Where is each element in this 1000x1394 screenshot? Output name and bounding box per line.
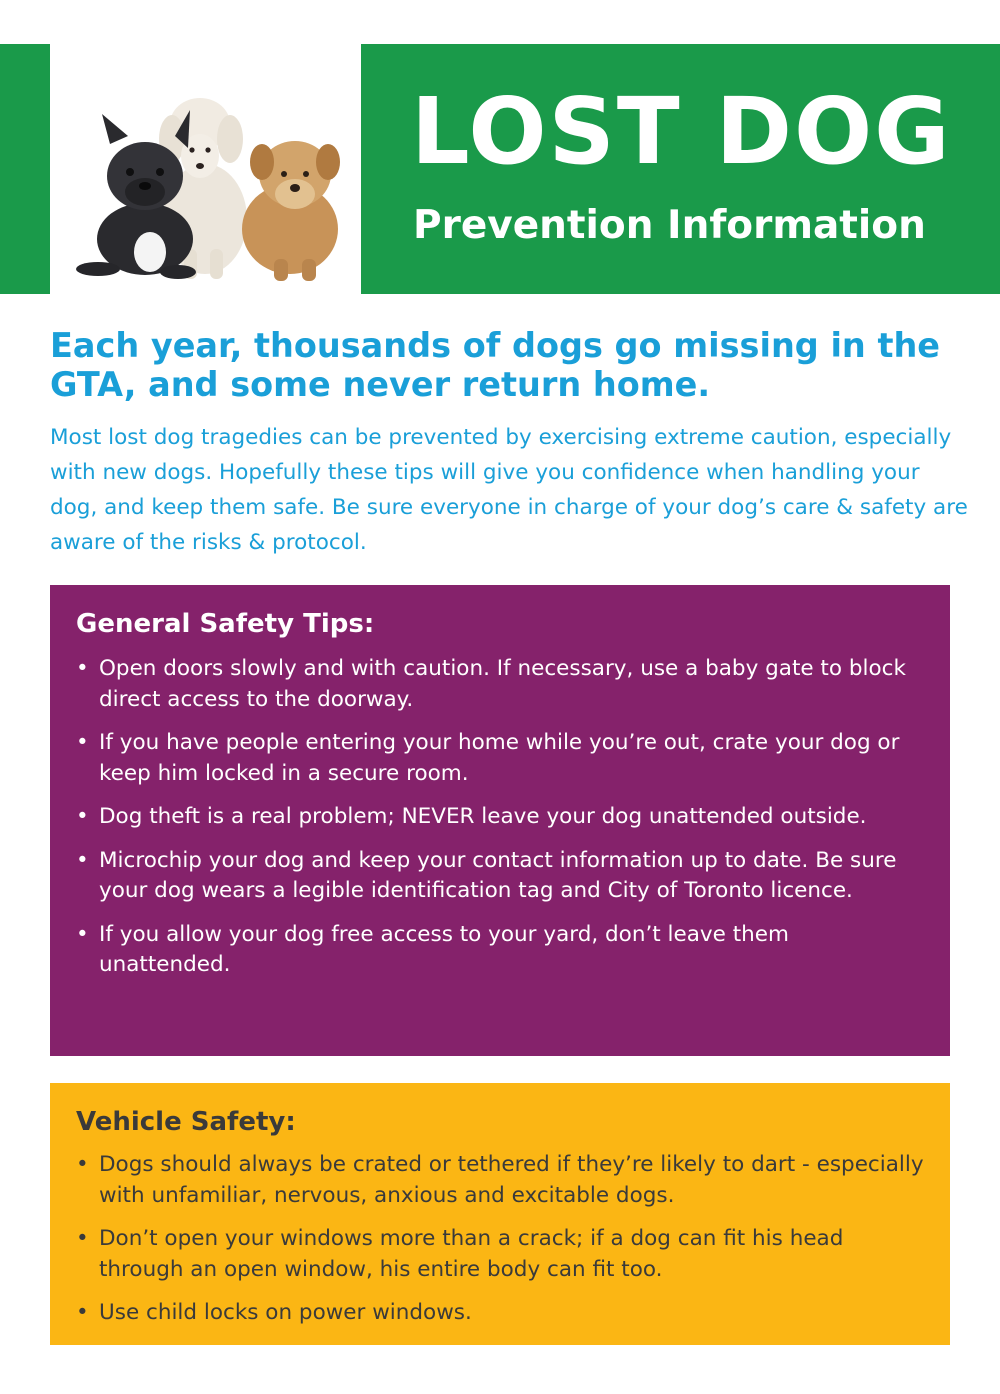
bullet-icon: •: [76, 847, 89, 873]
list-item: [76, 1298, 926, 1329]
tip-text: Open doors slowly and with caution. If necessary, use a baby gate to block direct access to the doorway.: [99, 656, 906, 712]
bullet-icon: •: [76, 804, 89, 829]
bullet-icon: •: [76, 1300, 89, 1325]
list-item: [76, 728, 926, 789]
vehicle-safety-section: [50, 1083, 950, 1345]
list-item: [76, 1150, 926, 1211]
terrier-icon: [242, 141, 340, 281]
dogs-illustration: [50, 44, 361, 294]
general-safety-heading: General Safety Tips:: [76, 609, 375, 639]
list-item: [76, 846, 926, 907]
general-safety-list: [76, 654, 926, 994]
intro-body: Most lost dog tragedies can be prevented by exercising extreme caution, especially with new dogs. Hopefully these tips will give you confidence when handling your dog, and keep them safe. Be sure everyone in charge of your dog’s care & safety are aware of the risks & protocol.: [50, 425, 968, 555]
list-item: [76, 802, 926, 833]
header-banner: [361, 44, 1000, 294]
tip-text: Use child locks on power windows.: [99, 1300, 472, 1325]
list-item: [76, 654, 926, 715]
tip-text: If you allow your dog free access to your yard, don’t leave them unattended.: [99, 921, 789, 977]
page-subtitle: Prevention Information: [413, 203, 926, 248]
vehicle-safety-list: [76, 1150, 926, 1342]
general-safety-section: [50, 585, 950, 1056]
tip-text: Microchip your dog and keep your contact information up to date. Be sure your dog wears a legible identification tag and City of Toronto licence.: [99, 847, 897, 903]
list-item: [76, 920, 926, 981]
intro-headline: Each year, thousands of dogs go missing in the GTA, and some never return home.: [50, 326, 941, 404]
bullet-icon: •: [76, 1152, 89, 1177]
page-title: LOST DOG: [411, 78, 952, 185]
header-accent-left: [0, 44, 50, 294]
tip-text: If you have people entering your home while you’re out, crate your dog or keep him locked in a secure room.: [99, 730, 900, 786]
bullet-icon: •: [76, 730, 89, 755]
dogs-photo-icon: [50, 44, 361, 294]
tip-text: Don’t open your windows more than a crack; if a dog can fit his head through an open window, his entire body can fit too.: [99, 1226, 844, 1282]
vehicle-safety-heading: Vehicle Safety:: [76, 1107, 296, 1137]
list-item: [76, 1224, 926, 1285]
bullet-icon: •: [76, 656, 89, 681]
bullet-icon: •: [76, 921, 89, 947]
tip-text: Dogs should always be crated or tethered if they’re likely to dart - especially with unfamiliar, nervous, anxious and excitable dogs.: [99, 1152, 924, 1208]
bullet-icon: •: [76, 1226, 89, 1251]
tip-text: Dog theft is a real problem; NEVER leave your dog unattended outside.: [99, 804, 867, 829]
